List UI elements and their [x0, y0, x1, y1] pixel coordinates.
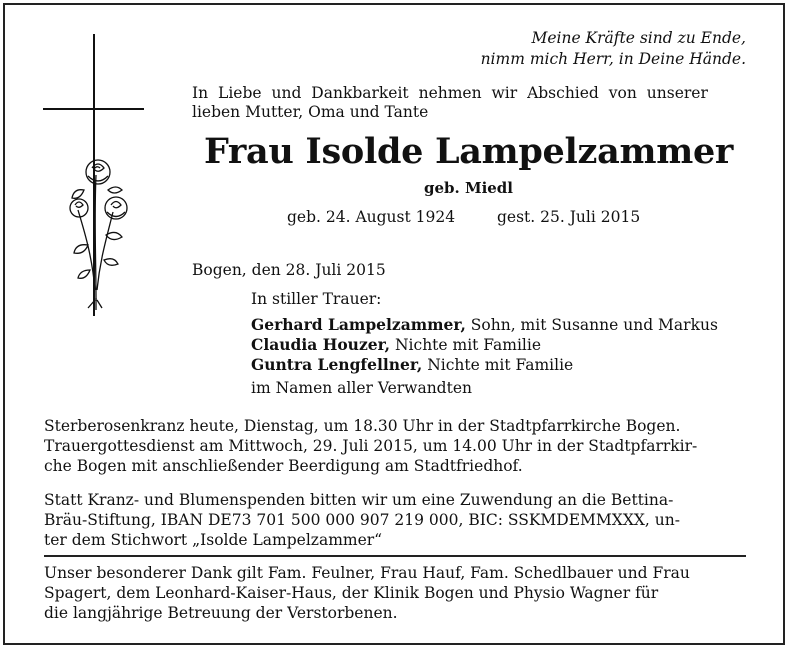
thanks-line-1: Unser besonderer Dank gilt Fam. Feulner, Frau Hauf, Fam. Schedlbauer und Frau	[44, 564, 690, 582]
intro-line-1: In Liebe und Dankbarkeit nehmen wir Abschied von unserer	[192, 84, 708, 102]
thanks-line-3: die langjährige Betreuung der Verstorbenen.	[44, 604, 398, 622]
thanks-line-2: Spagert, dem Leonhard-Kaiser-Haus, der Klinik Bogen und Physio Wagner für	[44, 584, 659, 602]
donation-line-3: ter dem Stichwort „Isolde Lampelzammer“	[44, 531, 383, 549]
mourner-name: Gerhard Lampelzammer,	[251, 315, 466, 334]
service-line-1: Sterberosenkranz heute, Dienstag, um 18.30 Uhr in der Stadtpfarrkirche Bogen.	[44, 417, 681, 435]
deceased-name: Frau Isolde Lampelzammer	[203, 131, 734, 172]
maiden-name: geb. Miedl	[424, 179, 513, 197]
motto-line-1: Meine Kräfte sind zu Ende,	[531, 29, 746, 47]
mourner-name: Claudia Houzer,	[251, 335, 391, 354]
mourner-relation: Sohn, mit Susanne und Markus	[465, 316, 718, 334]
place-date: Bogen, den 28. Juli 2015	[192, 261, 386, 279]
divider	[44, 555, 746, 557]
mourner-3	[251, 355, 573, 375]
service-line-3: che Bogen mit anschließender Beerdigung am Stadtfriedhof.	[44, 457, 523, 475]
mourners-closing: im Namen aller Verwandten	[251, 379, 472, 397]
intro-line-2: lieben Mutter, Oma und Tante	[192, 103, 429, 121]
mourner-1	[251, 315, 718, 335]
roses-icon	[66, 150, 136, 310]
death-date: gest. 25. Juli 2015	[497, 208, 641, 226]
mourner-relation: Nichte mit Familie	[390, 336, 541, 354]
mourner-relation: Nichte mit Familie	[422, 356, 574, 374]
service-line-2: Trauergottesdienst am Mittwoch, 29. Juli 2015, um 14.00 Uhr in der Stadtpfarrkir-	[44, 437, 698, 455]
mourner-name: Guntra Lengfellner,	[251, 355, 423, 374]
birth-date: geb. 24. August 1924	[287, 208, 456, 226]
mourner-2	[251, 335, 541, 355]
motto-line-2: nimm mich Herr, in Deine Hände.	[480, 50, 746, 68]
donation-line-2: Bräu-Stiftung, IBAN DE73 701 500 000 907 219 000, BIC: SSKMDEMMXXX, un-	[44, 511, 680, 529]
donation-line-1: Statt Kranz- und Blumenspenden bitten wir um eine Zuwendung an die Bettina-	[44, 491, 674, 509]
mourners-heading: In stiller Trauer:	[251, 290, 382, 308]
